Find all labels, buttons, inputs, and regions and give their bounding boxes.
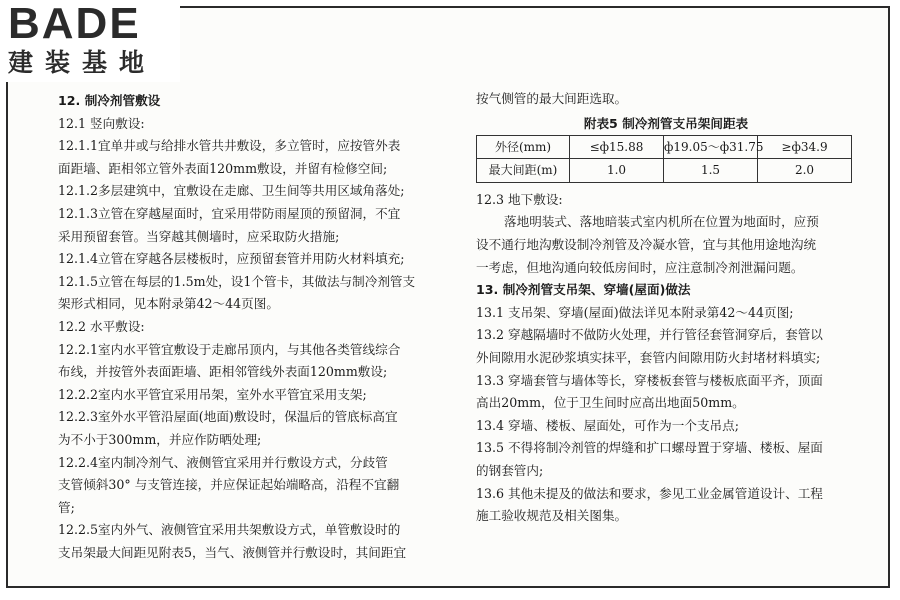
paragraph-line: 13.1 支吊架、穿墙(屋面)做法详见本附录第42～44页图; (476, 304, 794, 320)
table-row-label: 外径(mm) (477, 135, 570, 159)
section-12-3-title: 12.3 地下敷设: (476, 191, 563, 207)
table-title: 附表5 制冷剂管支吊架间距表 (583, 115, 749, 131)
paragraph-line: 12.1.5立管在每层的1.5m处，设1个管卡，其做法与制冷剂管支 (58, 273, 416, 289)
continuation-line: 按气侧管的最大间距选取。 (476, 91, 628, 106)
paragraph-line: 架形式相同，见本附录第42～44页图。 (58, 296, 279, 312)
paragraph-line: 的钢套管内; (476, 462, 544, 478)
paragraph-line: 设不通行地沟敷设制冷剂管及冷凝水管，宜与其他用途地沟统 (476, 236, 817, 252)
table-row (477, 159, 852, 183)
paragraph-line: 支管倾斜30° 与支管连接，并应保证起始端略高，沿程不宜翻 (58, 477, 400, 493)
paragraph-line: 采用预留套管。当穿越其侧墙时，应采取防火措施; (58, 228, 340, 244)
table-cell: ≥ф34.9 (758, 135, 852, 159)
table-cell: 1.5 (664, 159, 758, 183)
paragraph-line: 12.1.2多层建筑中，宜敷设在走廊、卫生间等共用区域角落处; (58, 183, 405, 199)
paragraph-line: 12.1.1宜单井或与给排水管共井敷设，多立管时，应按管外表 (58, 138, 401, 154)
paragraph-line: 12.1.4立管在穿越各层楼板时，应预留套管并用防火材料填充; (58, 251, 405, 267)
paragraph-line: 12.2.2室内水平管宜采用吊架，室外水平管宜采用支架; (58, 386, 367, 402)
paragraph-line: 12.1.3立管在穿越屋面时，宜采用带防雨屋顶的预留洞，不宜 (58, 205, 401, 221)
table-row-label: 最大间距(m) (477, 159, 570, 183)
paragraph-line: 为不小于300mm，并应作防晒处理; (58, 431, 262, 447)
logo-chinese-text: 建装基地 (8, 48, 157, 77)
paragraph-line: 12.2.4室内制冷剂气、液侧管宜采用并行敷设方式，分歧管 (58, 454, 388, 470)
paragraph-line: 12.2.5室内外气、液侧管宜采用共架敷设方式，单管敷设时的 (58, 522, 401, 538)
paragraph-line: 12.1 竖向敷设: (58, 115, 145, 131)
paragraph-line: 面距墙、距相邻立管外表面120mm敷设，并留有检修空间; (58, 160, 388, 176)
paragraph-line: 施工验收规范及相关图集。 (476, 508, 628, 524)
table-cell: 1.0 (570, 159, 664, 183)
paragraph-line: 外间隙用水泥砂浆填实抹平，套管内间隙用防火封堵材料填实; (476, 349, 821, 365)
paragraph-line: 12.2 水平敷设: (58, 318, 145, 334)
support-spacing-table (476, 135, 852, 183)
watermark-logo (0, 0, 180, 82)
paragraph-line: 支吊架最大间距见附表5，当气、液侧管并行敷设时，其间距宜 (58, 544, 407, 560)
paragraph-line: 13.6 其他未提及的做法和要求，参见工业金属管道设计、工程 (476, 485, 823, 501)
table-row (477, 135, 852, 159)
paragraph-line: 12.2.1室内水平管宜敷设于走廊吊顶内，与其他各类管线综合 (58, 341, 401, 357)
paragraph-line: 落地明装式、落地暗装式室内机所在位置为地面时，应预 (504, 214, 819, 230)
table-cell: 2.0 (758, 159, 852, 183)
table-cell: ф19.05～ф31.75 (664, 135, 758, 159)
paragraph-line: 13.5 不得将制冷剂管的焊缝和扩口螺母置于穿墙、楼板、屋面 (476, 440, 823, 456)
paragraph-line: 一考虑，但地沟通向较低房间时，应注意制冷剂泄漏问题。 (476, 259, 804, 275)
paragraph-line: 13.2 穿越隔墙时不做防火处理，并行管径套管洞穿后，套管以 (476, 327, 823, 343)
logo-latin-text: BADE (8, 0, 141, 48)
right-column (476, 88, 856, 528)
paragraph-line: 13.3 穿墙套管与墙体等长，穿楼板套管与楼板底面平齐，顶面 (476, 372, 823, 388)
section-13-heading: 13. 制冷剂管支吊架、穿墙(屋面)做法 (476, 282, 691, 298)
section-12-heading: 12. 制冷剂管敷设 (58, 93, 161, 108)
left-column (58, 90, 446, 564)
table-cell: ≤ф15.88 (570, 135, 664, 159)
paragraph-line: 12.2.3室外水平管沿屋面(地面)敷设时，保温后的管底标高宜 (58, 409, 398, 425)
paragraph-line: 布线，并按管外表面距墙、距相邻管线外表面120mm敷设; (58, 364, 388, 380)
paragraph-line: 管; (58, 499, 75, 515)
paragraph-line: 高出20mm，位于卫生间时应高出地面50mm。 (476, 395, 745, 411)
paragraph-line: 13.4 穿墙、楼板、屋面处，可作为一个支吊点; (476, 417, 739, 433)
